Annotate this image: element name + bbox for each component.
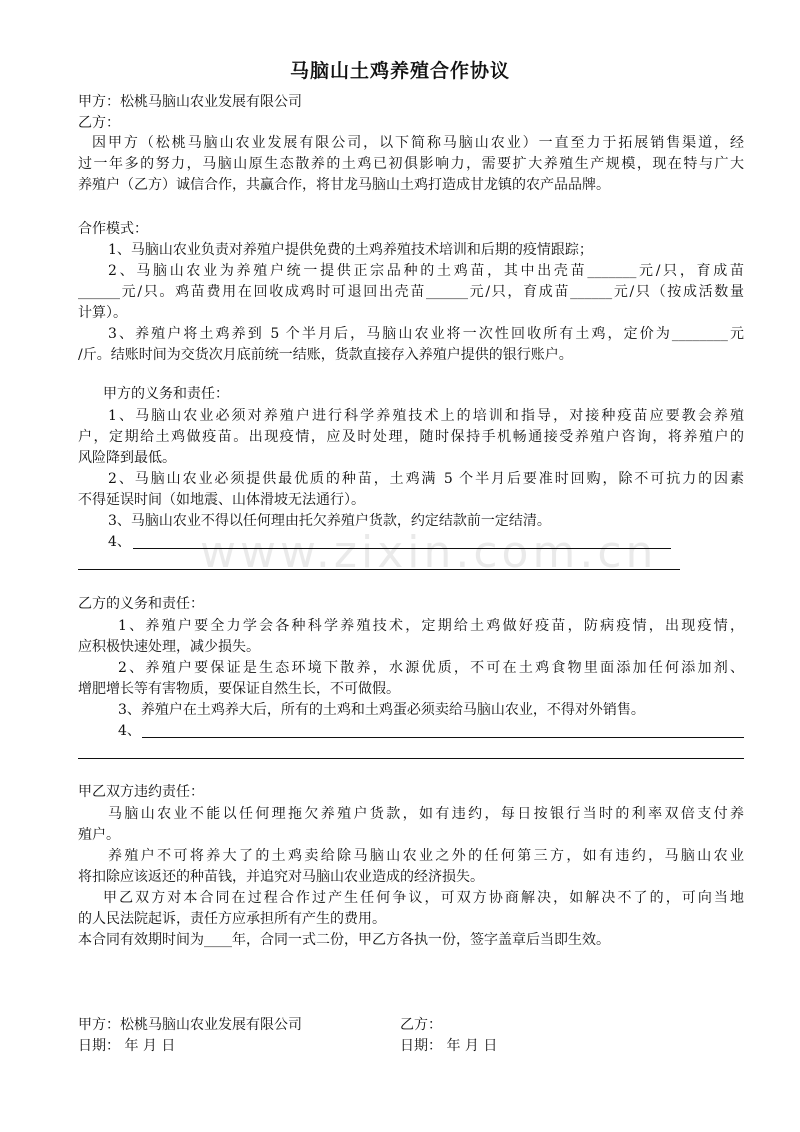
party-a-duty: 4、 xyxy=(108,534,131,550)
signature-party-a: 甲方：松桃马脑山农业发展有限公司 xyxy=(78,1017,302,1033)
watermark: www.zixin.com.cn xyxy=(200,527,658,578)
breach-clause: 甲乙双方对本合同在过程合作过产生任何争议，可双方协商解决，如解决不了的，可向当地 xyxy=(103,890,744,906)
mode-heading: 合作模式： xyxy=(78,221,148,237)
breach-clause: 殖户。 xyxy=(78,827,120,843)
party-a-line: 甲方：松桃马脑山农业发展有限公司 xyxy=(78,94,302,110)
signature-date-a: 日期： 年 月 日 xyxy=(78,1038,176,1054)
party-a-duties-heading: 甲方的义务和责任： xyxy=(103,386,229,402)
mode-item: 计算）。 xyxy=(78,305,127,321)
intro-line: 养殖户（乙方）诚信合作，共赢合作，将甘龙马脑山土鸡打造成甘龙镇的农产品品牌。 xyxy=(78,177,610,193)
blank-rule xyxy=(78,758,744,759)
mode-item: 2、马脑山农业为养殖户统一提供正宗品种的土鸡苗，其中出壳苗_______元/只，育成苗 xyxy=(108,263,744,279)
blank-rule xyxy=(78,569,680,570)
signature-party-b: 乙方： xyxy=(400,1017,442,1033)
party-a-duty: 2、马脑山农业必须提供最优质的种苗，土鸡满 5 个半月后要准时回购，除不可抗力的因素 xyxy=(108,471,744,487)
breach-heading: 甲乙双方违约责任： xyxy=(78,784,204,800)
party-b-duty: 2、养殖户要保证是生态环境下散养，水源优质，不可在土鸡食物里面添加任何添加剂、 xyxy=(118,660,744,676)
mode-item: /斤。结账时间为交货次月底前统一结账，货款直接存入养殖户提供的银行账户。 xyxy=(78,347,573,363)
party-b-duty: 3、养殖户在土鸡养大后，所有的土鸡和土鸡蛋必须卖给马脑山农业，不得对外销售。 xyxy=(118,702,645,718)
mode-item: 3、养殖户将土鸡养到 5 个半月后，马脑山农业将一次性回收所有土鸡，定价为________元 xyxy=(108,326,744,342)
breach-clause: 将扣除应该返还的种苗钱，并追究对马脑山农业造成的经济损失。 xyxy=(78,869,484,885)
intro-line: 过一年多的努力，马脑山原生态散养的土鸡已初俱影响力，需要扩大养殖生产规模，现在特与广大 xyxy=(78,156,744,172)
party-a-duty: 3、马脑山农业不得以任何理由托欠养殖户货款，约定结款前一定结清。 xyxy=(108,513,551,529)
signature-date-b: 日期： 年 月 日 xyxy=(400,1038,498,1054)
party-a-duty: 1、马脑山农业必须对养殖户进行科学养殖技术上的培训和指导，对接种疫苗应要教会养殖 xyxy=(108,408,744,424)
blank-rule xyxy=(133,548,671,549)
party-b-duty: 应积极快速处理，减少损失。 xyxy=(78,639,260,655)
party-b-duty: 1、养殖户要全力学会各种科学养殖技术，定期给土鸡做好疫苗，防病疫情，出现疫情， xyxy=(118,618,744,634)
party-b-line: 乙方： xyxy=(78,115,120,131)
party-b-duties-heading: 乙方的义务和责任： xyxy=(78,596,204,612)
party-a-duty: 风险降到最低。 xyxy=(78,450,176,466)
intro-line: 因甲方（松桃马脑山农业发展有限公司，以下简称马脑山农业）一直至力于拓展销售渠道，经 xyxy=(92,135,744,151)
party-a-duty: 户，定期给土鸡做疫苗。出现疫情，应及时处理，随时保持手机畅通接受养殖户咨询，将养殖户的 xyxy=(78,429,744,445)
mode-item: 1、马脑山农业负责对养殖户提供免费的土鸡养殖技术培训和后期的疫情跟踪； xyxy=(108,242,593,258)
mode-item: ______元/只。鸡苗费用在回收成鸡时可退回出壳苗______元/只，育成苗______元/只（按成活数量 xyxy=(78,284,744,300)
party-a-duty: 不得延误时间（如地震、山体滑坡无法通行）。 xyxy=(78,492,365,508)
validity-clause: 本合同有效期时间为____年，合同一式二份，甲乙方各执一份，签字盖章后当即生效。 xyxy=(78,932,610,948)
breach-clause: 的人民法院起诉，责任方应承担所有产生的费用。 xyxy=(78,911,386,927)
document-title: 马脑山土鸡养殖合作协议 xyxy=(289,60,510,82)
party-b-duty: 4、 xyxy=(118,723,141,739)
party-b-duty: 增肥增长等有害物质，要保证自然生长，不可做假。 xyxy=(78,681,400,697)
breach-clause: 马脑山农业不能以任何理拖欠养殖户货款，如有违约，每日按银行当时的利率双倍支付养 xyxy=(108,806,744,822)
breach-clause: 养殖户不可将养大了的土鸡卖给除马脑山农业之外的任何第三方，如有违约，马脑山农业 xyxy=(108,848,744,864)
blank-rule xyxy=(142,737,744,738)
